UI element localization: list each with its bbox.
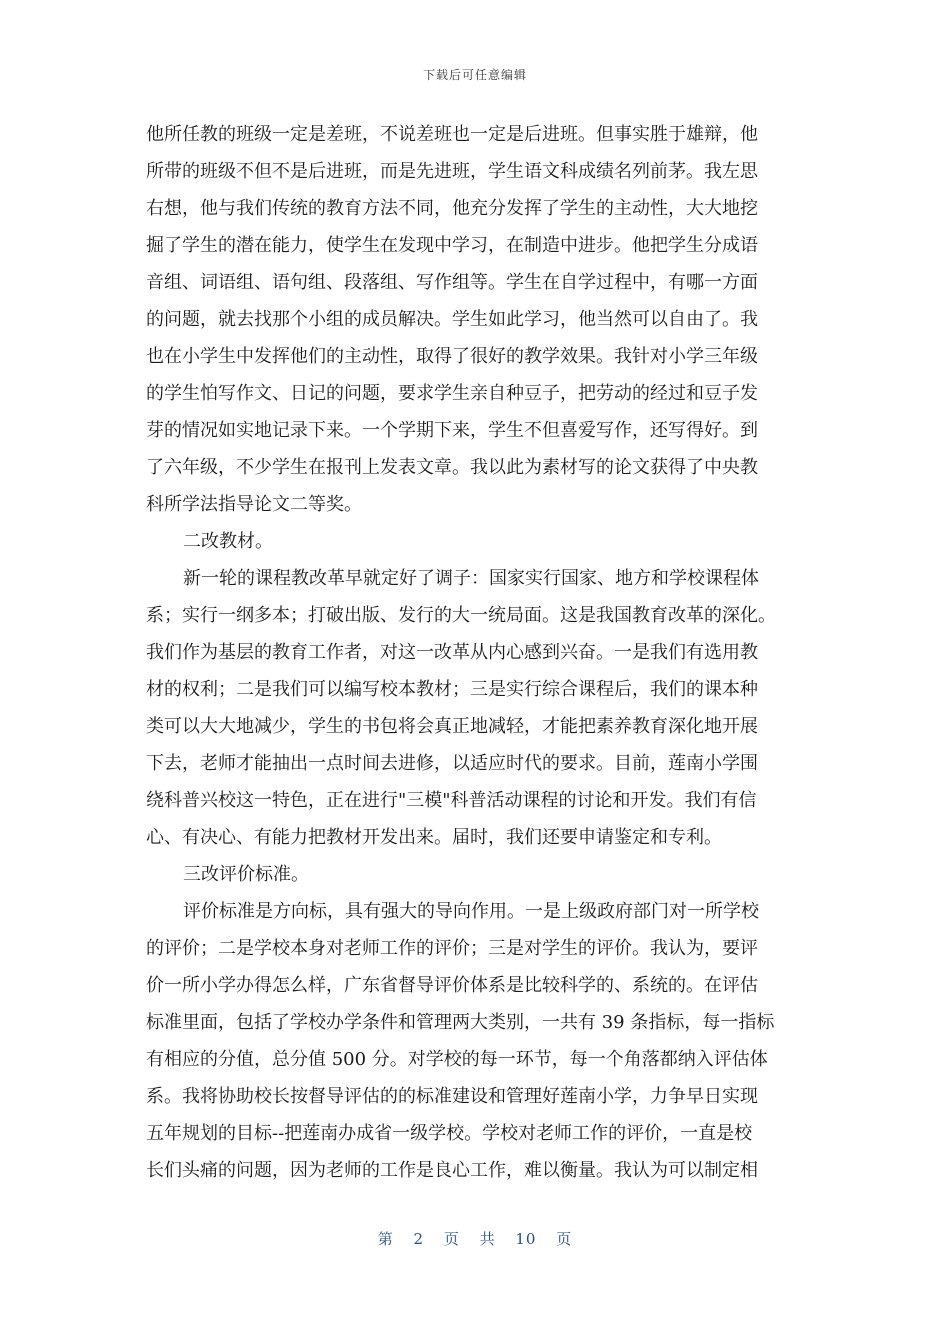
text-line: 的评价；二是学校本身对老师工作的评价；三是对学生的评价。我认为，要评	[146, 938, 758, 959]
text-line: 的学生怕写作文、日记的问题，要求学生亲自种豆子，把劳动的经过和豆子发	[146, 383, 758, 404]
text-line: 材的权利；二是我们可以编写校本教材；三是实行综合课程后，我们的课本种	[146, 679, 758, 700]
text-line: 评价标准是方向标，具有强大的导向作用。一是上级政府部门对一所学校	[183, 901, 759, 922]
text-line: 新一轮的课程教改革早就定好了调子：国家实行国家、地方和学校课程体	[183, 568, 759, 589]
text-line: 他所任教的班级一定是差班，不说差班也一定是后进班。但事实胜于雄辩，他	[146, 124, 758, 145]
text-line: 二改教材。	[183, 531, 273, 552]
text-line: 的问题，就去找那个小组的成员解决。学生如此学习，他当然可以自由了。我	[146, 309, 758, 330]
page-footer: 第 2 页 共 10 页	[377, 1230, 573, 1248]
text-line: 所带的班级不但不是后进班，而是先进班，学生语文科成绩名列前茅。我左思	[146, 161, 758, 182]
text-line: 掘了学生的潜在能力，使学生在发现中学习，在制造中进步。他把学生分成语	[146, 235, 758, 256]
text-line: 音组、词语组、语句组、段落组、写作组等。学生在自学过程中，有哪一方面	[146, 272, 758, 293]
text-line: 标准里面，包括了学校办学条件和管理两大类别，一共有 39 条指标，每一指标	[146, 1012, 775, 1033]
text-line: 右想，他与我们传统的教育方法不同，他充分发挥了学生的主动性，大大地挖	[146, 198, 758, 219]
text-line: 长们头痛的问题，因为老师的工作是良心工作，难以衡量。我认为可以制定相	[146, 1160, 758, 1181]
text-line: 系；实行一纲多本；打破出版、发行的大一统局面。这是我国教育改革的深化。	[146, 605, 776, 626]
text-line: 心、有决心、有能力把教材开发出来。届时，我们还要申请鉴定和专利。	[146, 827, 722, 848]
text-line: 有相应的分值，总分值 500 分。对学校的每一环节，每一个角落都纳入评估体	[146, 1049, 768, 1070]
text-line: 三改评价标准。	[183, 864, 309, 885]
text-line: 五年规划的目标--把莲南办成省一级学校。学校对老师工作的评价，一直是校	[146, 1123, 753, 1144]
text-line: 芽的情况如实地记录下来。一个学期下来，学生不但喜爱写作，还写得好。到	[146, 420, 758, 441]
text-line: 系。我将协助校长按督导评估的的标准建设和管理好莲南小学，力争早日实现	[146, 1086, 758, 1107]
text-line: 价一所小学办得怎么样，广东省督导评价体系是比较科学的、系统的。在评估	[146, 975, 758, 996]
page-header: 下载后可任意编辑	[422, 68, 527, 82]
text-line: 类可以大大地减少，学生的书包将会真正地减轻，才能把素养教育深化地开展	[146, 716, 758, 737]
document-body	[146, 116, 808, 1189]
text-line: 也在小学生中发挥他们的主动性，取得了很好的教学效果。我针对小学三年级	[146, 346, 758, 367]
text-line: 科所学法指导论文二等奖。	[146, 494, 362, 515]
text-line: 我们作为基层的教育工作者，对这一改革从内心感到兴奋。一是我们有选用教	[146, 642, 758, 663]
text-line: 了六年级，不少学生在报刊上发表文章。我以此为素材写的论文获得了中央教	[146, 457, 758, 478]
text-line: 下去，老师才能抽出一点时间去进修，以适应时代的要求。目前，莲南小学围	[146, 753, 758, 774]
text-line: 绕科普兴校这一特色，正在进行"三模"科普活动课程的讨论和开发。我们有信	[146, 790, 757, 811]
